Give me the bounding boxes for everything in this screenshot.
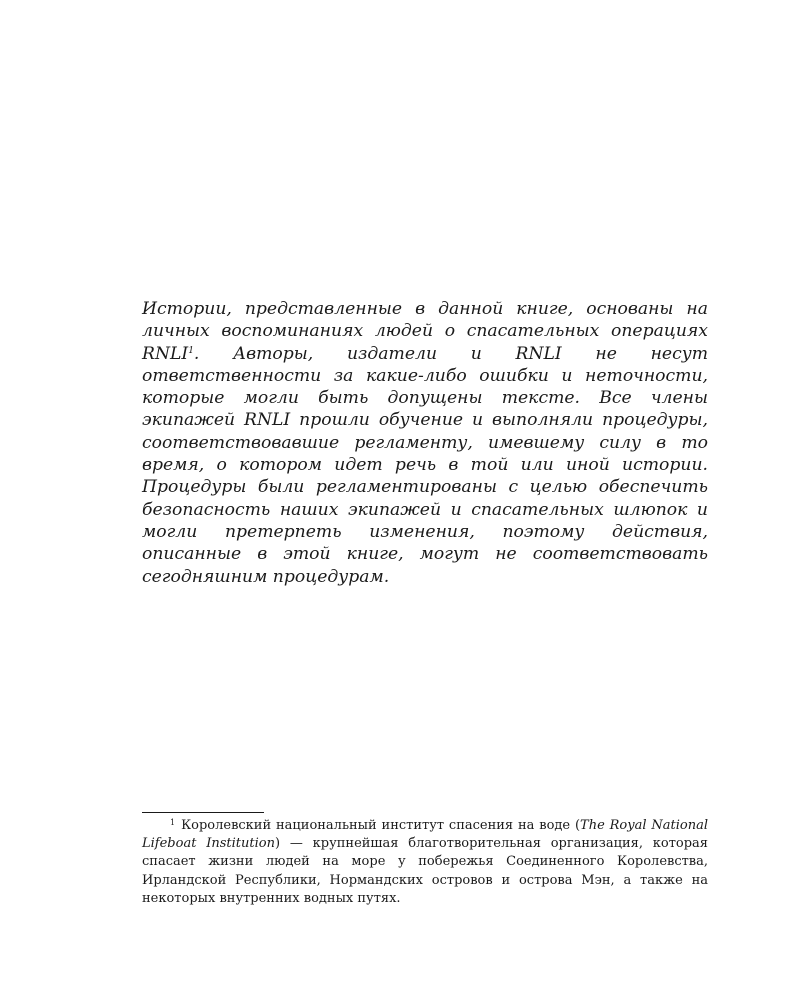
footnote-mark: 1: [170, 818, 176, 827]
footnote-reference: 1: [188, 345, 194, 356]
footnote-separator: [142, 812, 264, 813]
disclaimer-text-part-1: Истории, представленные в данной книге, основаны на личных воспоминаниях людей о спасательных операциях RNLI: [142, 299, 708, 364]
footnote-text-after: ) — крупнейшая благотворительная организация, которая спасает жизни людей на море у побережья Соединенного Королевства, Ирландской Республики, Нормандских островов и острова Мэн, а также на некоторых внутренних водных путях.: [142, 836, 708, 906]
disclaimer-text-part-2: . Авторы, издатели и RNLI не несут ответственности за какие-либо ошибки и неточности, которые могли быть допущены тексте. Все члены экипажей RNLI прошли обучение и выполняли процедуры, соответствовавшие регламенту, имевшему силу в то время, о котором идет речь в той или иной истории. Процедуры были регламентированы с целью обеспечить безопасность наших экипажей и спасательных шлюпок и могли претерпеть изменения, поэтому действия, описанные в этой книге, могут не соответствовать сегодняшним процедурам.: [142, 343, 708, 587]
footnote-text-before: Королевский национальный институт спасения на воде (: [181, 818, 581, 833]
disclaimer-paragraph: [142, 298, 708, 588]
footnote-organization-name: The Royal National Lifeboat Institution: [142, 818, 708, 852]
footnote: [142, 817, 708, 908]
